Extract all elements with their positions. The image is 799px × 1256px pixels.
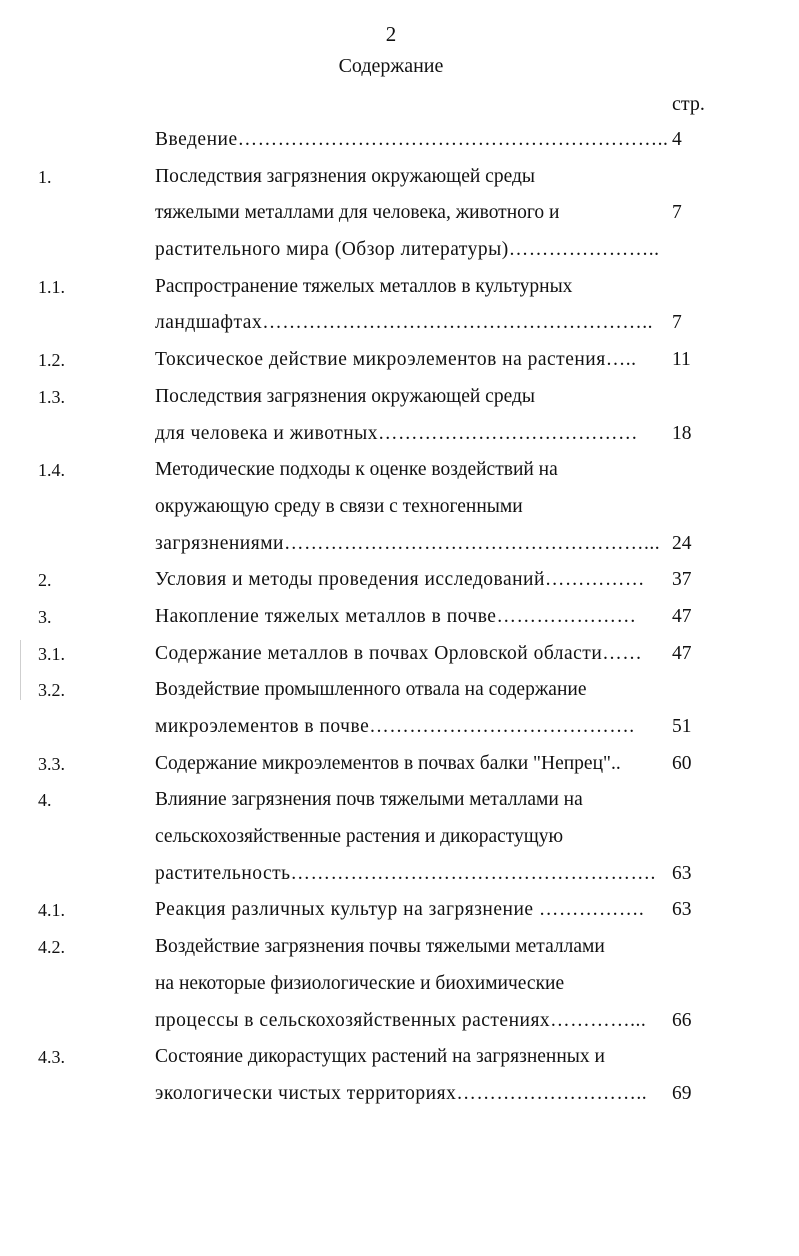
toc-entry-number: 1.2. xyxy=(38,350,65,371)
toc-line xyxy=(0,1039,799,1076)
toc-line xyxy=(0,929,799,966)
toc-entry xyxy=(0,342,799,379)
toc-line xyxy=(0,746,799,783)
toc-line xyxy=(0,636,799,673)
toc-line xyxy=(0,672,799,709)
toc-entry-page: 47 xyxy=(672,605,692,627)
toc-entry-number: 1.3. xyxy=(38,386,65,407)
toc-line xyxy=(0,379,799,416)
toc-entry-text: Состояние дикорастущих растений на загрязненных и xyxy=(155,1046,605,1068)
toc-line xyxy=(0,416,799,453)
toc-entry-text: на некоторые физиологические и биохимические xyxy=(155,972,565,994)
toc-entry xyxy=(0,122,799,159)
toc-line xyxy=(0,1003,799,1040)
toc-entry-text: для человека и животных………………………………… xyxy=(155,422,638,444)
toc-entry-number: 3.3. xyxy=(38,753,65,774)
page-title: Содержание xyxy=(338,55,444,77)
toc-entry xyxy=(0,929,799,1039)
toc-line xyxy=(0,966,799,1003)
toc-entry-text: сельскохозяйственные растения и дикорастущую xyxy=(155,826,564,848)
toc-entry-text: Реакция различных культур на загрязнение ……………. xyxy=(155,899,645,921)
toc-entry-number: 3.1. xyxy=(38,643,65,664)
toc-entry-text: Последствия загрязнения окружающей среды xyxy=(155,165,535,187)
toc-entry xyxy=(0,892,799,929)
toc-entry xyxy=(0,562,799,599)
toc-entry-text: экологически чистых территориях……………………….. xyxy=(155,1082,648,1104)
toc-line xyxy=(0,305,799,342)
toc-line xyxy=(0,232,799,269)
toc-entry-text: Условия и методы проведения исследований…………… xyxy=(155,569,645,591)
toc-entry-number: 4.1. xyxy=(38,900,65,921)
toc-line xyxy=(0,526,799,563)
toc-entry-number: 1.1. xyxy=(38,276,65,297)
toc-entry-page: 11 xyxy=(672,349,691,371)
page-column-header: стр. xyxy=(672,93,705,115)
toc-entry xyxy=(0,269,799,342)
toc-entry-text: Введение……………………………………………………….. xyxy=(155,129,669,150)
toc-entry-number: 4.2. xyxy=(38,937,65,958)
toc-line xyxy=(0,489,799,526)
toc-entry-page: 60 xyxy=(672,752,692,774)
toc-line xyxy=(0,782,799,819)
toc-line xyxy=(0,159,799,196)
toc-entry-text: микроэлементов в почве…………………………………. xyxy=(155,716,635,737)
toc-entry-text: окружающую среду в связи с техногенными xyxy=(155,495,523,517)
toc-entry-number: 1.4. xyxy=(38,460,65,481)
toc-entry-text: загрязнениями………………………………………………... xyxy=(155,532,661,554)
toc-entry-page: 7 xyxy=(672,312,682,334)
toc-entry-page: 37 xyxy=(672,569,692,591)
toc-entry-number: 1. xyxy=(38,166,52,187)
toc-entry-page: 18 xyxy=(672,422,692,444)
toc-entry-page: 7 xyxy=(672,202,682,224)
toc-line xyxy=(0,819,799,856)
toc-entry-text: Методические подходы к оценке воздействий на xyxy=(155,459,558,481)
toc-line xyxy=(0,856,799,893)
toc-entry-text: Токсическое действие микроэлементов на растения….. xyxy=(155,349,637,371)
toc-line xyxy=(0,452,799,489)
toc-entry-text: Накопление тяжелых металлов в почве………………… xyxy=(155,605,637,627)
toc-entry-page: 63 xyxy=(672,862,692,884)
toc-entry-page: 69 xyxy=(672,1082,692,1104)
toc-line xyxy=(0,892,799,929)
toc-entry-page: 51 xyxy=(672,716,692,737)
toc-entry-text: Влияние загрязнения почв тяжелыми металлами на xyxy=(155,789,583,811)
toc-entry xyxy=(0,452,799,562)
table-of-contents xyxy=(0,122,799,1113)
toc-entry-text: Воздействие промышленного отвала на содержание xyxy=(155,679,587,701)
toc-entry-page: 63 xyxy=(672,899,692,921)
toc-entry-number: 3.2. xyxy=(38,680,65,701)
toc-entry-page: 24 xyxy=(672,532,692,554)
toc-line xyxy=(0,562,799,599)
toc-entry-text: Последствия загрязнения окружающей среды xyxy=(155,385,535,407)
toc-line xyxy=(0,709,799,746)
toc-entry xyxy=(0,672,799,745)
toc-entry-text: процессы в сельскохозяйственных растениях…………... xyxy=(155,1009,647,1031)
toc-entry xyxy=(0,782,799,892)
toc-line xyxy=(0,1076,799,1113)
toc-entry xyxy=(0,636,799,673)
toc-entry-page: 66 xyxy=(672,1009,692,1031)
toc-entry-text: Воздействие загрязнения почвы тяжелыми металлами xyxy=(155,936,605,958)
page-number: 2 xyxy=(385,22,397,46)
toc-entry-text: тяжелыми металлами для человека, животного и xyxy=(155,202,560,224)
toc-line xyxy=(0,195,799,232)
toc-line xyxy=(0,342,799,379)
toc-entry xyxy=(0,599,799,636)
toc-entry-page: 47 xyxy=(672,642,692,664)
toc-entry-page: 4 xyxy=(672,129,682,150)
toc-entry xyxy=(0,746,799,783)
toc-entry-number: 3. xyxy=(38,606,52,627)
toc-line xyxy=(0,599,799,636)
toc-entry-number: 2. xyxy=(38,570,52,591)
toc-entry xyxy=(0,379,799,452)
toc-entry-number: 4. xyxy=(38,790,52,811)
toc-entry-text: растительность………………………………………………. xyxy=(155,862,656,884)
toc-entry-number: 4.3. xyxy=(38,1047,65,1068)
toc-entry-text: растительного мира (Обзор литературы)………………….. xyxy=(155,239,660,261)
toc-line xyxy=(0,122,799,159)
toc-line xyxy=(0,269,799,306)
toc-entry-text: Содержание микроэлементов в почвах балки "Непрец".. xyxy=(155,752,621,774)
toc-entry-text: ландшафтах………………………………………………….. xyxy=(155,312,653,334)
toc-entry-text: Распространение тяжелых металлов в культурных xyxy=(155,275,573,297)
toc-entry-text: Содержание металлов в почвах Орловской области…… xyxy=(155,642,643,664)
toc-entry xyxy=(0,159,799,269)
toc-entry xyxy=(0,1039,799,1112)
